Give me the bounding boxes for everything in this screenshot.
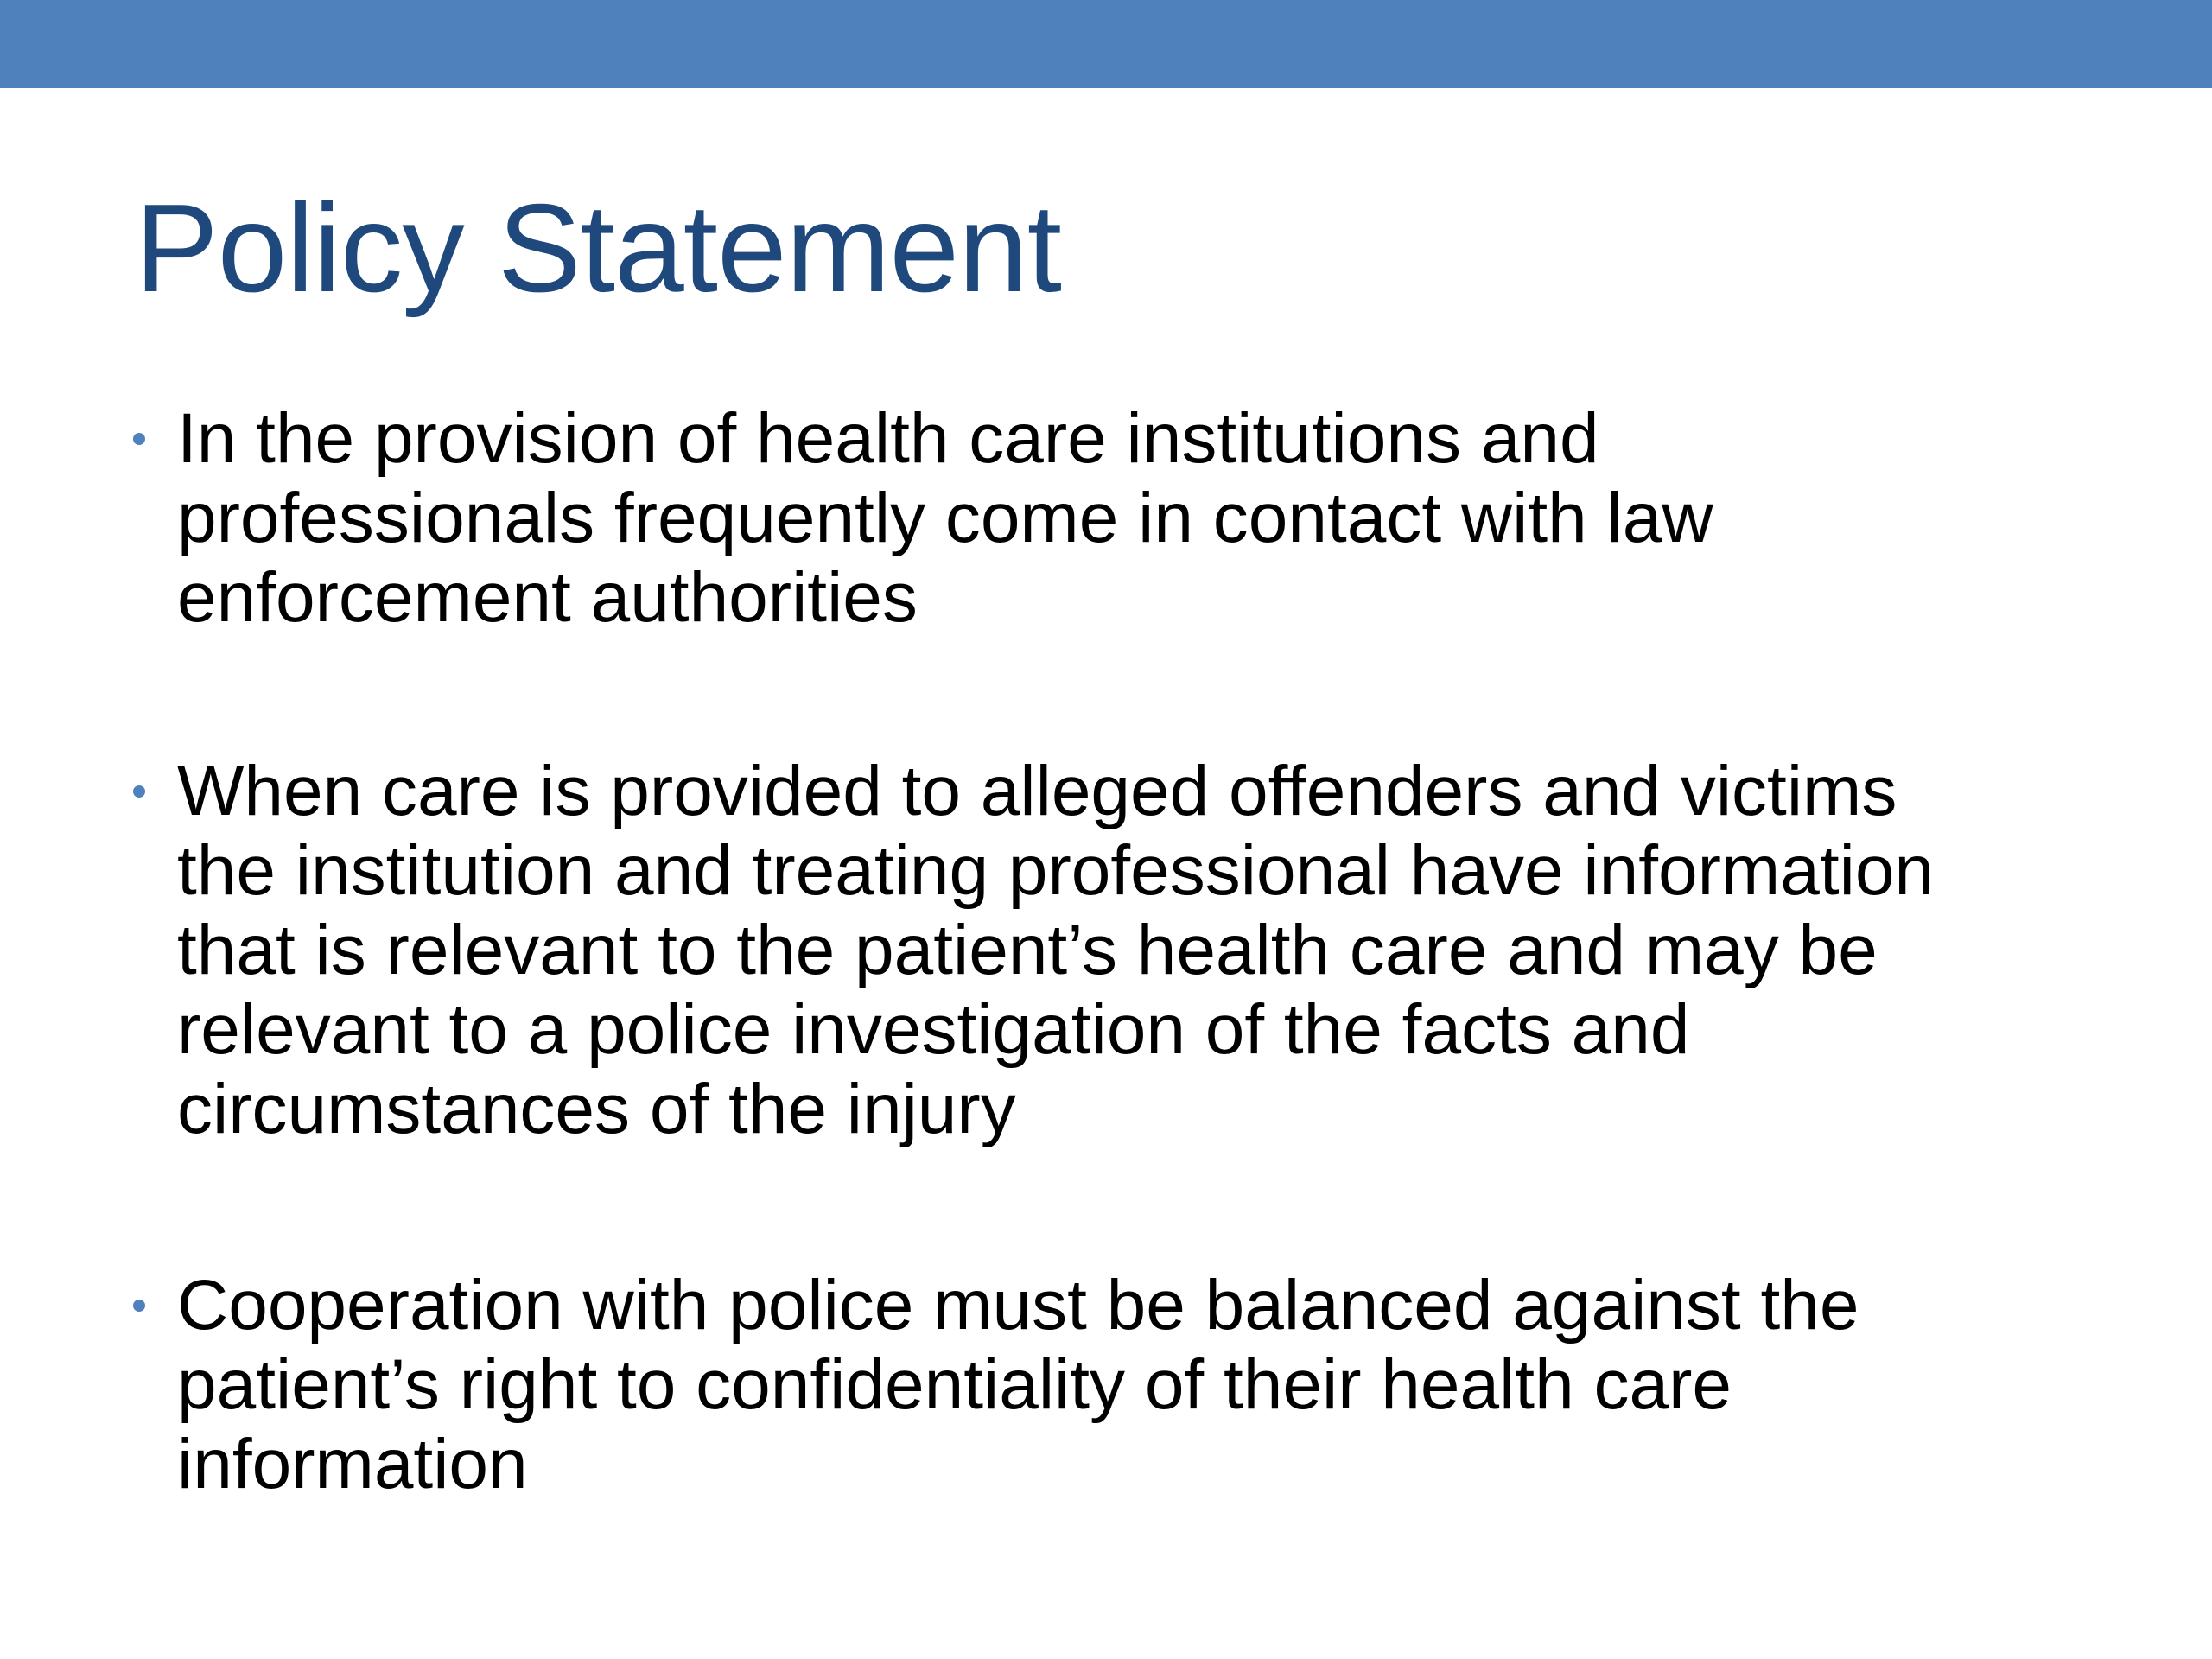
bullet-line: patient’s right to confidentiality of their health care — [177, 1345, 1732, 1424]
bullet-line: circumstances of the injury — [177, 1070, 1016, 1148]
bullet-dot-icon — [133, 1300, 145, 1312]
bullet-dot-icon — [133, 433, 145, 445]
slide-title: Policy Statement — [135, 178, 1061, 318]
bullet-dot-icon — [133, 785, 145, 798]
bullet-line: professionals frequently come in contact with law — [177, 479, 1713, 557]
top-accent-bar — [0, 0, 2212, 88]
bullet-line: the institution and treating professional have information — [177, 831, 1935, 910]
bullet-text — [177, 399, 2113, 638]
bullet-line: In the provision of health care institutions and — [177, 399, 1599, 478]
bullet-line: relevant to a police investigation of the facts and — [177, 990, 1690, 1069]
bullet-line: When care is provided to alleged offenders and victims — [177, 752, 1897, 830]
bullet-line: information — [177, 1425, 528, 1503]
bullet-line: enforcement authorities — [177, 558, 918, 637]
bullet-text — [177, 752, 2113, 1149]
bullet-text — [177, 1266, 2113, 1504]
bullet-line: Cooperation with police must be balanced against the — [177, 1266, 1859, 1344]
bullet-line: that is relevant to the patient’s health care and may be — [177, 911, 1878, 989]
